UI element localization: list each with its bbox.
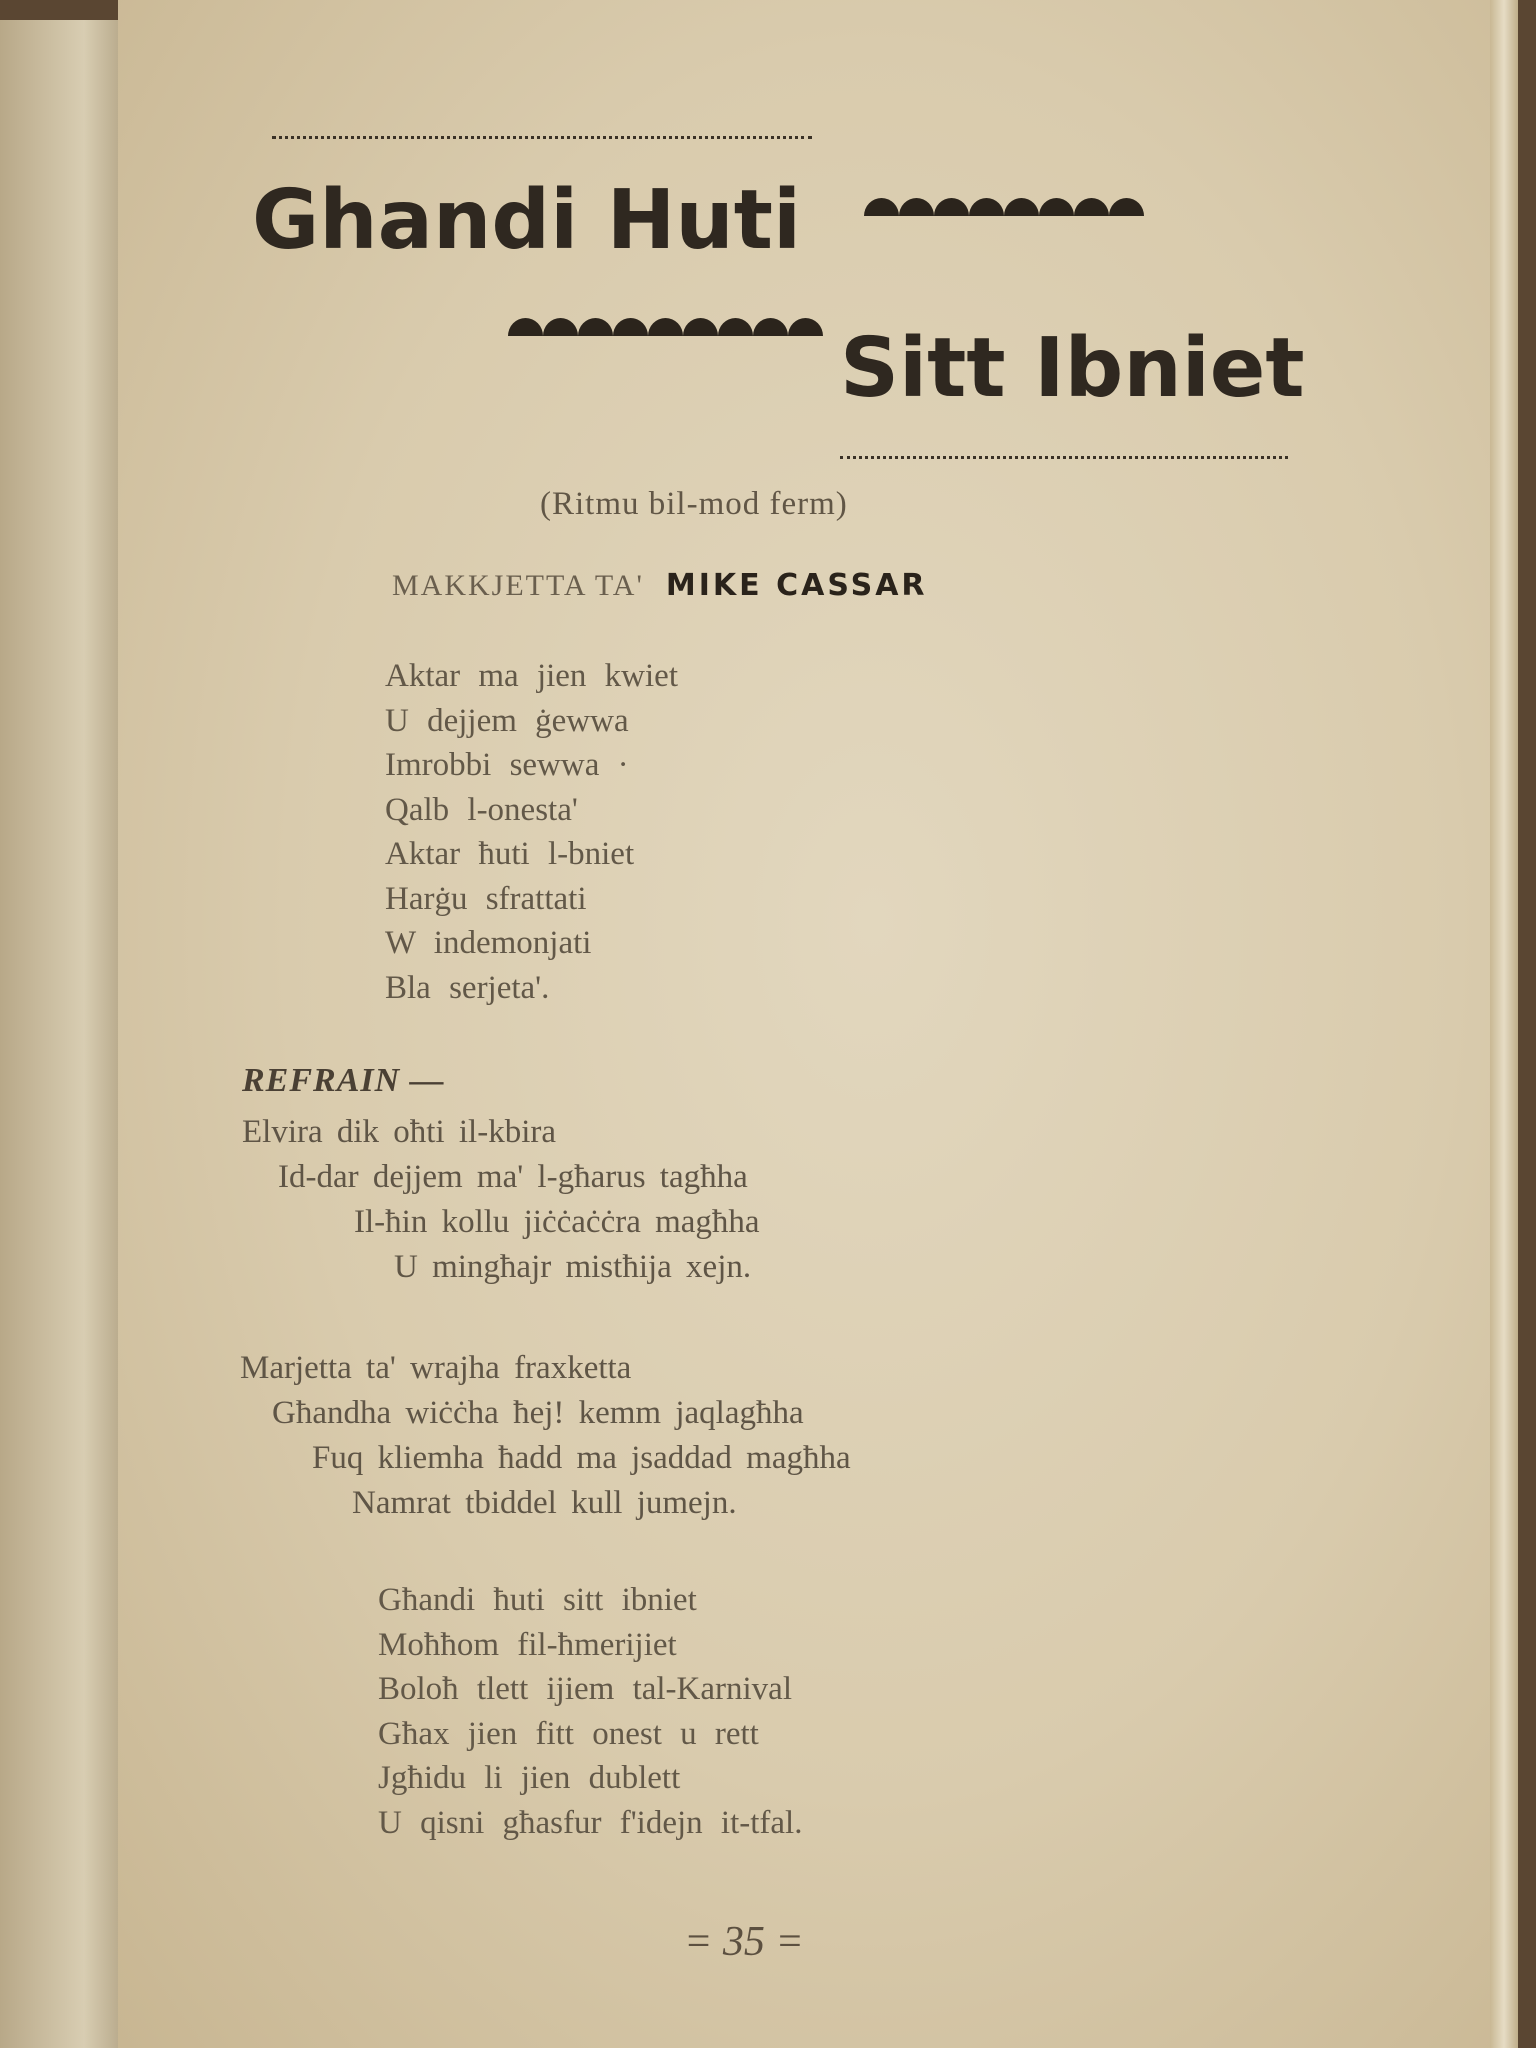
stanza-line: Elvira dik oħti il-kbira — [242, 1114, 557, 1150]
verse-line: Imrobbi sewwa · — [385, 747, 629, 783]
verse-line: Aktar ma jien kwiet — [385, 658, 679, 694]
scallop-ornament-right — [864, 198, 1144, 216]
verse-line: Qalb l-onesta' — [385, 791, 578, 828]
stanza-line: Marjetta ta' wrajha fraxketta — [240, 1350, 632, 1386]
verse-line: Moħħom fil-ħmerijiet — [378, 1626, 677, 1663]
title-line-1: Ghandi Huti — [252, 173, 802, 268]
top-dotted-ornament — [272, 136, 812, 139]
book-page — [118, 0, 1490, 2048]
verse-line: Harġu sfrattati — [385, 880, 587, 917]
author-credit — [392, 568, 928, 603]
verse-line: Jgħidu li jien dublett — [378, 1760, 681, 1796]
stanza-line: Fuq kliemha ħadd ma jsaddad magħha — [312, 1440, 851, 1476]
verse-line: Aktar ħuti l-bniet — [385, 836, 635, 872]
verse-line: Bla serjeta'. — [385, 969, 550, 1006]
tempo-subtitle: (Ritmu bil-mod ferm) — [540, 486, 848, 522]
bottom-dotted-ornament — [840, 456, 1288, 459]
stanza-line: Namrat tbiddel kull jumejn. — [352, 1485, 737, 1521]
refrain-stanza-1 — [242, 1110, 760, 1290]
credit-prefix: MAKKJETTA TA' — [392, 569, 644, 602]
refrain-label: REFRAIN — — [242, 1062, 445, 1099]
verse-1 — [385, 654, 678, 1010]
verse-line: W indemonjati — [385, 925, 592, 961]
verse-line: Għandi ħuti sitt ibniet — [378, 1582, 697, 1618]
verse-line: U dejjem ġewwa — [385, 702, 629, 739]
scallop-ornament-left — [508, 318, 823, 336]
page-number: = 35 = — [684, 1919, 804, 1965]
page-edge — [1490, 0, 1518, 2048]
stanza-line: Il-ħin kollu jiċċaċċra magħha — [354, 1204, 760, 1240]
credit-author: MIKE CASSAR — [665, 568, 928, 603]
title-line-2: Sitt Ibniet — [840, 321, 1305, 416]
verse-line: Għax jien fitt onest u rett — [378, 1715, 759, 1752]
refrain-stanza-2 — [240, 1346, 851, 1526]
stanza-line: Id-dar dejjem ma' l-għarus tagħha — [278, 1159, 748, 1195]
stanza-line: Għandha wiċċha ħej! kemm jaqlagħha — [272, 1395, 804, 1431]
verse-2 — [378, 1578, 802, 1845]
verse-line: Boloħ tlett ijiem tal-Karnival — [378, 1671, 792, 1707]
verse-line: U qisni għasfur f'idejn it-tfal. — [378, 1804, 803, 1841]
stanza-line: U mingħajr mistħija xejn. — [394, 1249, 752, 1285]
